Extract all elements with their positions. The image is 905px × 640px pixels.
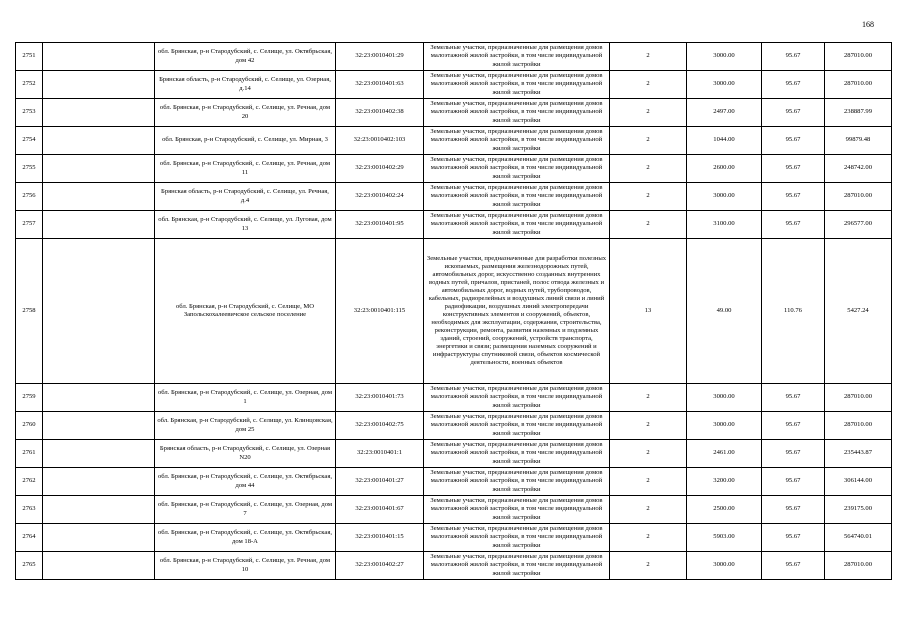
specific-value-cell: 95.67 — [762, 127, 825, 155]
area-cell: 2600.00 — [687, 155, 762, 183]
table-row — [16, 43, 892, 71]
address-cell: обл. Брянская, р-н Стародубский, с. Селище, ул. Речная, дом 20 — [155, 99, 336, 127]
cadastral-number-cell: 32:23:0010401:95 — [336, 211, 424, 239]
use-group-cell: 2 — [610, 211, 687, 239]
area-cell: 5903.00 — [687, 524, 762, 552]
land-use-cell: Земельные участки, предназначенные для размещения домов малоэтажной жилой застройки, в том числе индивидуальной жилой застройки — [424, 211, 610, 239]
table-row — [16, 211, 892, 239]
row-number: 2765 — [16, 552, 43, 580]
land-use-cell: Земельные участки, предназначенные для разработки полезных ископаемых, размещения железнодорожных путей, автомобильных дорог, искусственно созданных внутренних водных путей, причалов, пристаней, полос отвода железных и автомобильных дорог, водных путей, трубопроводов, кабельных, радиорелейных и воздушных линий связи и линий радиофикации, воздушных линий электропередачи конструктивных элементов и сооружений, объектов, необходимых для эксплуатации, содержания, строительства, реконструкции, ремонта, развития наземных и подземных зданий, строений, сооружений, устройств транспорта, энергетики и связи; размещения наземных сооружений и инфраструктуры спутниковой связи, объектов космической деятельности, военных объектов — [424, 239, 610, 384]
cadastral-number-cell: 32:23:0010401:15 — [336, 524, 424, 552]
address-cell: обл. Брянская, р-н Стародубский, с. Селище, ул. Озерная, дом 1 — [155, 384, 336, 412]
land-use-cell: Земельные участки, предназначенные для размещения домов малоэтажной жилой застройки, в том числе индивидуальной жилой застройки — [424, 496, 610, 524]
use-group-cell: 2 — [610, 99, 687, 127]
table-row — [16, 239, 892, 384]
specific-value-cell: 95.67 — [762, 468, 825, 496]
cadastral-value-table — [15, 42, 892, 580]
empty-cell — [43, 524, 155, 552]
cadastral-number-cell: 32:23:0010402:27 — [336, 552, 424, 580]
table-row — [16, 552, 892, 580]
table-row — [16, 412, 892, 440]
table-row — [16, 155, 892, 183]
specific-value-cell: 95.67 — [762, 71, 825, 99]
use-group-cell: 2 — [610, 552, 687, 580]
row-number: 2762 — [16, 468, 43, 496]
specific-value-cell: 95.67 — [762, 155, 825, 183]
empty-cell — [43, 239, 155, 384]
land-use-cell: Земельные участки, предназначенные для размещения домов малоэтажной жилой застройки, в том числе индивидуальной жилой застройки — [424, 468, 610, 496]
address-cell: обл. Брянская, р-н Стародубский, с. Селище, МО Запольскохалеевичское сельское поселение — [155, 239, 336, 384]
row-number: 2758 — [16, 239, 43, 384]
cadastral-value-cell: 239175.00 — [825, 496, 892, 524]
use-group-cell: 2 — [610, 127, 687, 155]
address-cell: обл. Брянская, р-н Стародубский, с. Селище, ул. Октябрьская, дом 42 — [155, 43, 336, 71]
row-number: 2751 — [16, 43, 43, 71]
row-number: 2756 — [16, 183, 43, 211]
land-use-cell: Земельные участки, предназначенные для размещения домов малоэтажной жилой застройки, в том числе индивидуальной жилой застройки — [424, 440, 610, 468]
specific-value-cell: 95.67 — [762, 211, 825, 239]
cadastral-value-cell: 248742.00 — [825, 155, 892, 183]
land-use-cell: Земельные участки, предназначенные для размещения домов малоэтажной жилой застройки, в том числе индивидуальной жилой застройки — [424, 127, 610, 155]
cadastral-number-cell: 32:23:0010402:38 — [336, 99, 424, 127]
cadastral-value-cell: 296577.00 — [825, 211, 892, 239]
land-use-cell: Земельные участки, предназначенные для размещения домов малоэтажной жилой застройки, в том числе индивидуальной жилой застройки — [424, 552, 610, 580]
use-group-cell: 2 — [610, 496, 687, 524]
empty-cell — [43, 384, 155, 412]
specific-value-cell: 95.67 — [762, 552, 825, 580]
empty-cell — [43, 496, 155, 524]
table-row — [16, 71, 892, 99]
use-group-cell: 2 — [610, 468, 687, 496]
use-group-cell: 2 — [610, 155, 687, 183]
land-use-cell: Земельные участки, предназначенные для размещения домов малоэтажной жилой застройки, в том числе индивидуальной жилой застройки — [424, 384, 610, 412]
use-group-cell: 2 — [610, 412, 687, 440]
area-cell: 3100.00 — [687, 211, 762, 239]
cadastral-number-cell: 32:23:0010401:115 — [336, 239, 424, 384]
table-row — [16, 496, 892, 524]
area-cell: 3200.00 — [687, 468, 762, 496]
land-use-cell: Земельные участки, предназначенные для размещения домов малоэтажной жилой застройки, в том числе индивидуальной жилой застройки — [424, 43, 610, 71]
area-cell: 3000.00 — [687, 183, 762, 211]
row-number: 2755 — [16, 155, 43, 183]
use-group-cell: 2 — [610, 524, 687, 552]
land-use-cell: Земельные участки, предназначенные для размещения домов малоэтажной жилой застройки, в том числе индивидуальной жилой застройки — [424, 412, 610, 440]
table-row — [16, 183, 892, 211]
cadastral-number-cell: 32:23:0010401:27 — [336, 468, 424, 496]
area-cell: 3000.00 — [687, 384, 762, 412]
empty-cell — [43, 552, 155, 580]
table-row — [16, 384, 892, 412]
cadastral-value-cell: 5427.24 — [825, 239, 892, 384]
table-row — [16, 127, 892, 155]
address-cell: обл. Брянская, р-н Стародубский, с. Селище, ул. Мирная, 3 — [155, 127, 336, 155]
address-cell: обл. Брянская, р-н Стародубский, с. Селище, ул. Речная, дом 10 — [155, 552, 336, 580]
specific-value-cell: 95.67 — [762, 183, 825, 211]
area-cell: 49.00 — [687, 239, 762, 384]
cadastral-value-cell: 99879.48 — [825, 127, 892, 155]
area-cell: 3000.00 — [687, 43, 762, 71]
cadastral-value-cell: 306144.00 — [825, 468, 892, 496]
cadastral-number-cell: 32:23:0010401:63 — [336, 71, 424, 99]
use-group-cell: 2 — [610, 43, 687, 71]
cadastral-number-cell: 32:23:0010401:73 — [336, 384, 424, 412]
specific-value-cell: 110.76 — [762, 239, 825, 384]
cadastral-number-cell: 32:23:0010402:24 — [336, 183, 424, 211]
address-cell: Брянская область, р-н Стародубский, с. Селище, ул. Озерная N20 — [155, 440, 336, 468]
table-row — [16, 99, 892, 127]
row-number: 2753 — [16, 99, 43, 127]
empty-cell — [43, 211, 155, 239]
address-cell: Брянская область, р-н Стародубский, с. Селище, ул. Озерная, д.14 — [155, 71, 336, 99]
cadastral-value-cell: 238887.99 — [825, 99, 892, 127]
cadastral-number-cell: 32:23:0010402:29 — [336, 155, 424, 183]
area-cell: 2461.00 — [687, 440, 762, 468]
empty-cell — [43, 99, 155, 127]
cadastral-value-cell: 287010.00 — [825, 412, 892, 440]
specific-value-cell: 95.67 — [762, 440, 825, 468]
row-number: 2752 — [16, 71, 43, 99]
empty-cell — [43, 155, 155, 183]
empty-cell — [43, 440, 155, 468]
row-number: 2763 — [16, 496, 43, 524]
land-use-cell: Земельные участки, предназначенные для размещения домов малоэтажной жилой застройки, в том числе индивидуальной жилой застройки — [424, 99, 610, 127]
cadastral-value-cell: 287010.00 — [825, 183, 892, 211]
specific-value-cell: 95.67 — [762, 496, 825, 524]
land-use-cell: Земельные участки, предназначенные для размещения домов малоэтажной жилой застройки, в том числе индивидуальной жилой застройки — [424, 71, 610, 99]
address-cell: обл. Брянская, р-н Стародубский, с. Селище, ул. Луговая, дом 13 — [155, 211, 336, 239]
use-group-cell: 13 — [610, 239, 687, 384]
specific-value-cell: 95.67 — [762, 43, 825, 71]
row-number: 2760 — [16, 412, 43, 440]
area-cell: 3000.00 — [687, 552, 762, 580]
use-group-cell: 2 — [610, 384, 687, 412]
table-row — [16, 524, 892, 552]
table-row — [16, 440, 892, 468]
page-number: 168 — [862, 20, 874, 29]
cadastral-number-cell: 32:23:0010401:67 — [336, 496, 424, 524]
area-cell: 2497.00 — [687, 99, 762, 127]
empty-cell — [43, 43, 155, 71]
empty-cell — [43, 468, 155, 496]
cadastral-number-cell: 32:23:0010402:75 — [336, 412, 424, 440]
cadastral-number-cell: 32:23:0010402:103 — [336, 127, 424, 155]
address-cell: обл. Брянская, р-н Стародубский, с. Селище, ул. Октябрьская, дом 44 — [155, 468, 336, 496]
cadastral-number-cell: 32:23:0010401:29 — [336, 43, 424, 71]
specific-value-cell: 95.67 — [762, 524, 825, 552]
empty-cell — [43, 183, 155, 211]
cadastral-value-cell: 287010.00 — [825, 71, 892, 99]
row-number: 2754 — [16, 127, 43, 155]
empty-cell — [43, 127, 155, 155]
empty-cell — [43, 412, 155, 440]
use-group-cell: 2 — [610, 71, 687, 99]
cadastral-value-cell: 235443.87 — [825, 440, 892, 468]
area-cell: 1044.00 — [687, 127, 762, 155]
empty-cell — [43, 71, 155, 99]
cadastral-value-cell: 287010.00 — [825, 43, 892, 71]
row-number: 2759 — [16, 384, 43, 412]
use-group-cell: 2 — [610, 183, 687, 211]
row-number: 2761 — [16, 440, 43, 468]
address-cell: обл. Брянская, р-н Стародубский, с. Селище, ул. Октябрьская, дом 18-А — [155, 524, 336, 552]
area-cell: 3000.00 — [687, 412, 762, 440]
specific-value-cell: 95.67 — [762, 412, 825, 440]
address-cell: Брянская область, р-н Стародубский, с. Селище, ул. Речная, д.4 — [155, 183, 336, 211]
row-number: 2764 — [16, 524, 43, 552]
table-row — [16, 468, 892, 496]
row-number: 2757 — [16, 211, 43, 239]
land-use-cell: Земельные участки, предназначенные для размещения домов малоэтажной жилой застройки, в том числе индивидуальной жилой застройки — [424, 524, 610, 552]
specific-value-cell: 95.67 — [762, 384, 825, 412]
address-cell: обл. Брянская, р-н Стародубский, с. Селище, ул. Речная, дом 11 — [155, 155, 336, 183]
area-cell: 2500.00 — [687, 496, 762, 524]
land-use-cell: Земельные участки, предназначенные для размещения домов малоэтажной жилой застройки, в том числе индивидуальной жилой застройки — [424, 183, 610, 211]
area-cell: 3000.00 — [687, 71, 762, 99]
cadastral-value-cell: 564740.01 — [825, 524, 892, 552]
address-cell: обл. Брянская, р-н Стародубский, с. Селище, ул. Клинцовская, дом 25 — [155, 412, 336, 440]
land-use-cell: Земельные участки, предназначенные для размещения домов малоэтажной жилой застройки, в том числе индивидуальной жилой застройки — [424, 155, 610, 183]
address-cell: обл. Брянская, р-н Стародубский, с. Селище, ул. Озерная, дом 7 — [155, 496, 336, 524]
cadastral-value-cell: 287010.00 — [825, 384, 892, 412]
specific-value-cell: 95.67 — [762, 99, 825, 127]
cadastral-value-cell: 287010.00 — [825, 552, 892, 580]
cadastral-number-cell: 32:23:0010401:1 — [336, 440, 424, 468]
use-group-cell: 2 — [610, 440, 687, 468]
